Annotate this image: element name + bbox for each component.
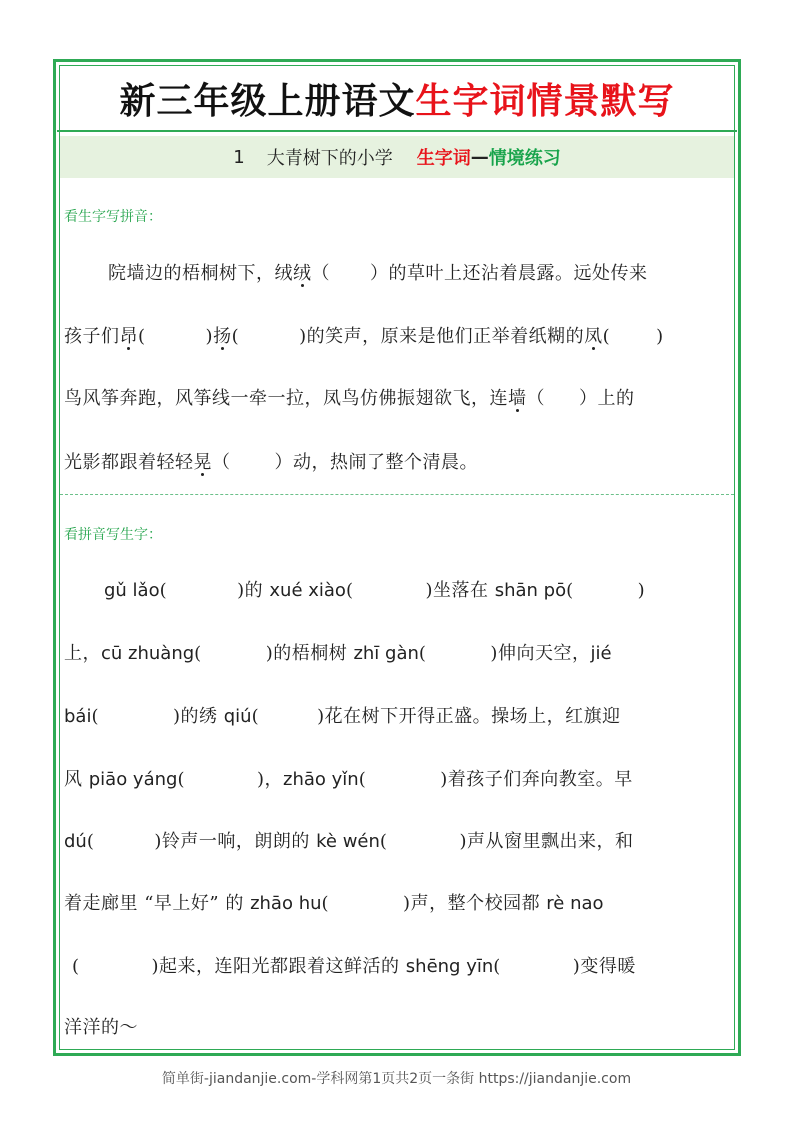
page-footer: 简单街-jiandanjie.com-学科网第1页共2页一条街 https://jiandanjie.com <box>161 1071 632 1087</box>
text: 风 <box>64 769 89 790</box>
dotted-char: 昂 <box>119 326 138 347</box>
text: )的 <box>237 580 270 601</box>
text: ( <box>231 326 240 347</box>
passage2-line5 <box>64 826 732 858</box>
dotted-char: 晃 <box>193 452 212 473</box>
text: )的笑声，原来是他们正举着纸糊的 <box>299 326 585 347</box>
text: ( <box>418 643 427 664</box>
text: ) <box>637 580 646 601</box>
title-red-part: 生字词情景默写 <box>415 80 675 122</box>
dotted-char: 绒 <box>293 263 312 284</box>
pinyin: piāo yáng <box>88 769 178 790</box>
pinyin: zhāo hu <box>250 893 322 914</box>
dotted-char: 扬 <box>213 326 232 347</box>
title-separator <box>57 130 737 132</box>
text: ( <box>358 769 367 790</box>
text: 洋洋的～ <box>64 1017 138 1038</box>
lesson-tag-dash: — <box>470 146 489 168</box>
text: ) <box>656 326 664 347</box>
text: )声，整个校园都 <box>403 893 547 914</box>
text: ( <box>345 580 354 601</box>
text: （ <box>311 263 330 284</box>
text: )的梧桐树 <box>265 643 354 664</box>
lesson-name: 大青树下的小学 <box>266 148 393 169</box>
lesson-tag-red: 生字词 <box>416 148 471 169</box>
text: )铃声一响，朗朗的 <box>154 831 317 852</box>
pinyin: cū zhuàng <box>101 643 195 664</box>
text: 上， <box>64 643 101 664</box>
text: ( <box>251 706 260 727</box>
text: ）的草叶上还沾着晨露。远处传来 <box>370 263 648 284</box>
pinyin: zhī gàn <box>353 643 419 664</box>
dotted-char: 墙 <box>508 388 527 409</box>
text: ( <box>72 956 80 977</box>
text: )声从窗里飘出来，和 <box>459 831 634 852</box>
pinyin: kè wén <box>316 831 380 852</box>
section-divider <box>60 494 734 495</box>
passage2-line1 <box>64 575 732 607</box>
text: ( <box>602 326 611 347</box>
text: )伸向天空， <box>490 643 591 664</box>
text: 绒 <box>274 263 293 284</box>
dotted-char: 凤 <box>584 326 603 347</box>
passage2-line3 <box>64 701 732 733</box>
text: ( <box>194 643 202 664</box>
passage2-line4 <box>64 764 732 796</box>
text: )起来，连阳光都跟着这鲜活的 <box>151 956 406 977</box>
page-title <box>59 66 735 130</box>
text: ( <box>159 580 168 601</box>
pinyin: zhāo yǐn <box>283 769 359 790</box>
text: ( <box>321 893 330 914</box>
text: )的绣 <box>173 706 224 727</box>
text: ( <box>566 580 574 601</box>
text: 着走廊里 “早上好” 的 <box>64 893 251 914</box>
text: )变得暖 <box>572 956 636 977</box>
lesson-tag-green: 情境练习 <box>488 148 561 169</box>
text: ）上的 <box>579 388 635 409</box>
pinyin: jié <box>590 643 612 664</box>
pinyin: shān pō <box>494 580 567 601</box>
text: （ <box>212 452 231 473</box>
pinyin: shēng yīn <box>405 956 494 977</box>
text: )着孩子们奔向教室。早 <box>440 769 633 790</box>
text: ( <box>86 831 95 852</box>
passage2-line2 <box>64 638 732 670</box>
passage1-line1 <box>64 258 732 290</box>
section-label-write-pinyin: 看生字写拼音： <box>64 209 162 225</box>
text: ( <box>91 706 99 727</box>
passage2-line8 <box>64 1012 732 1044</box>
text: )花在树下开得正盛。操场上，红旗迎 <box>317 706 621 727</box>
section-label-write-characters: 看拼音写生字： <box>64 527 162 543</box>
passage1-line3 <box>64 383 732 415</box>
lesson-number: 1 <box>233 146 245 168</box>
pinyin: rè nao <box>546 893 604 914</box>
pinyin: gǔ lǎo <box>104 580 160 601</box>
pinyin: xué xiào <box>269 580 346 601</box>
passage1-line2 <box>64 321 732 353</box>
passage2-line6 <box>64 888 732 920</box>
text: ) <box>205 326 214 347</box>
text: ( <box>379 831 388 852</box>
text: 孩子们 <box>64 326 120 347</box>
title-black-part: 新三年级上册语文 <box>119 80 416 122</box>
text: ( <box>138 326 146 347</box>
passage1-line4 <box>64 447 732 479</box>
text: ( <box>493 956 501 977</box>
text: 院墙边的梧桐树下， <box>108 263 275 284</box>
text: ( <box>177 769 185 790</box>
text: 鸟风筝奔跑，风筝线一牵一拉，凤鸟仿佛振翅欲飞，连 <box>64 388 508 409</box>
pinyin: qiú <box>223 706 252 727</box>
passage2-line7 <box>64 951 732 983</box>
pinyin: bái <box>64 706 92 727</box>
text: 光影都跟着轻轻 <box>64 452 194 473</box>
lesson-header <box>60 136 734 178</box>
text: )， <box>256 769 284 790</box>
text: （ <box>526 388 545 409</box>
text: ）动，热闹了整个清晨。 <box>274 452 478 473</box>
text: )坐落在 <box>425 580 495 601</box>
pinyin: dú <box>64 831 87 852</box>
